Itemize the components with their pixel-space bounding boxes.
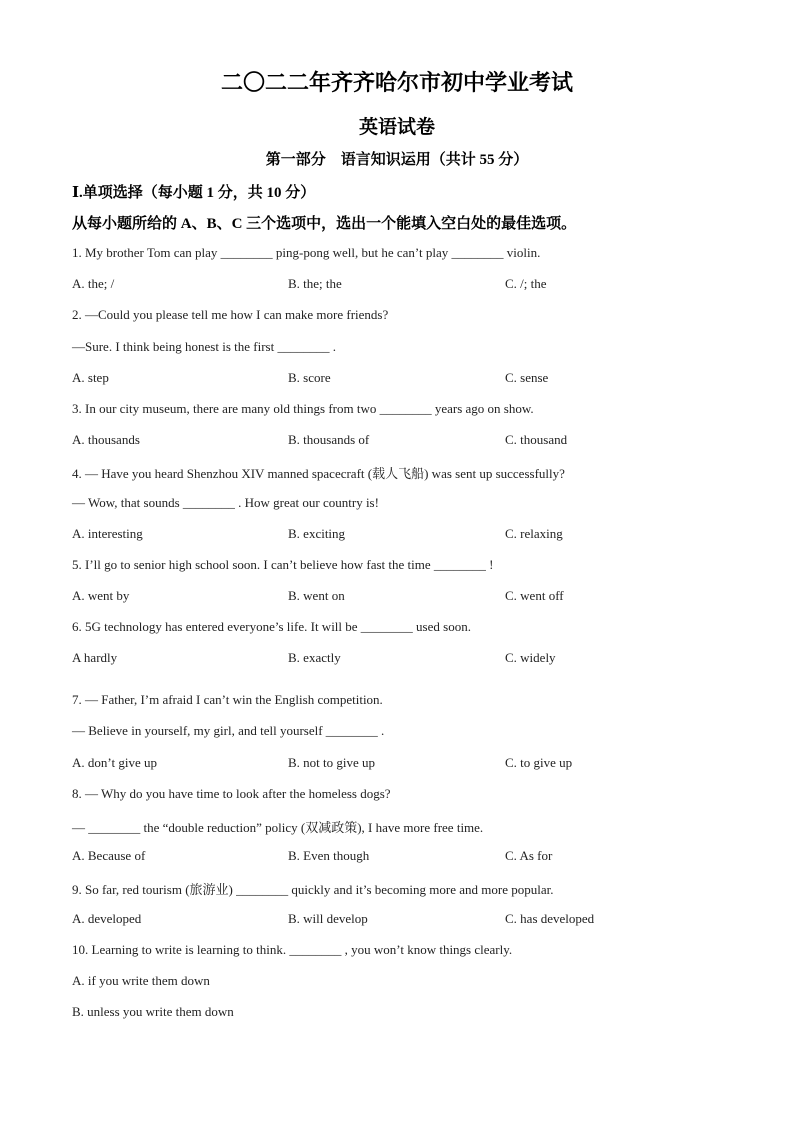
question-7-option-b: B. not to give up [288,755,376,770]
question-6-option-a: A hardly [72,650,118,665]
exam-subject-title: 英语试卷 [358,117,435,138]
question-10-option-b: B. unless you write them down [72,1004,234,1019]
question-6-stem: 6. 5G technology has entered everyone’s life. It will be ________ used soon. [72,619,471,634]
question-10-option-a: A. if you write them down [72,973,210,988]
question-5-option-a: A. went by [72,588,130,603]
question-6-option-b: B. exactly [288,650,341,665]
question-4-option-c: C. relaxing [505,526,563,541]
question-4-option-b: B. exciting [288,526,346,541]
question-8-stem-line2: — ________ the “double reduction” policy (双减政策), I have more free time. [72,820,484,835]
question-5-option-c: C. went off [505,588,564,603]
question-9-option-a: A. developed [72,911,142,926]
question-2-option-a: A. step [72,370,109,385]
question-1-option-a: A. the; / [72,276,115,291]
question-3-option-c: C. thousand [505,432,568,447]
question-9-option-b: B. will develop [288,911,368,926]
question-2-option-c: C. sense [505,370,549,385]
question-2-option-b: B. score [288,370,331,385]
question-5-stem: 5. I’ll go to senior high school soon. I can’t believe how fast the time ________ ! [72,557,494,572]
question-1-option-c: C. /; the [505,276,547,291]
question-4-option-a: A. interesting [72,526,143,541]
section-heading: Ⅰ.单项选择（每小题 1 分，共 10 分） [72,185,316,201]
question-1-stem: 1. My brother Tom can play ________ ping-pong well, but he can’t play ________ violin. [72,245,541,260]
question-8-option-c: C. As for [505,848,553,863]
question-3-option-a: A. thousands [72,432,140,447]
exam-title: 二〇二二年齐齐哈尔市初中学业考试 [220,70,573,95]
question-2-stem-line2: —Sure. I think being honest is the first ________ . [72,339,336,354]
question-7-option-a: A. don’t give up [72,755,157,770]
question-5-option-b: B. went on [288,588,345,603]
question-8-option-b: B. Even though [288,848,370,863]
question-3-stem: 3. In our city museum, there are many old things from two ________ years ago on show. [72,401,534,416]
question-2-stem: 2. —Could you please tell me how I can make more friends? [72,307,389,322]
question-4-stem: 4. — Have you heard Shenzhou XIV manned spacecraft (载人飞船) was sent up successfully? [72,466,565,481]
part-title: 第一部分 语言知识运用（共计 55 分） [265,152,529,168]
question-6-option-c: C. widely [505,650,556,665]
section-instruction: 从每小题所给的 A、B、C 三个选项中，选出一个能填入空白处的最佳选项。 [72,216,577,232]
question-9-stem: 9. So far, red tourism (旅游业) ________ quickly and it’s becoming more and more popular. [72,882,554,897]
question-8-stem: 8. — Why do you have time to look after the homeless dogs? [72,786,391,801]
question-7-option-c: C. to give up [505,755,573,770]
question-7-stem-line2: — Believe in yourself, my girl, and tell yourself ________ . [72,723,385,738]
question-1-option-b: B. the; the [288,276,342,291]
question-10-stem: 10. Learning to write is learning to think. ________ , you won’t know things clearly. [72,942,513,957]
question-8-option-a: A. Because of [72,848,146,863]
question-7-stem: 7. — Father, I’m afraid I can’t win the English competition. [72,692,383,707]
question-4-stem-line2: — Wow, that sounds ________ . How great our country is! [72,495,379,510]
question-9-option-c: C. has developed [505,911,595,926]
question-3-option-b: B. thousands of [288,432,370,447]
